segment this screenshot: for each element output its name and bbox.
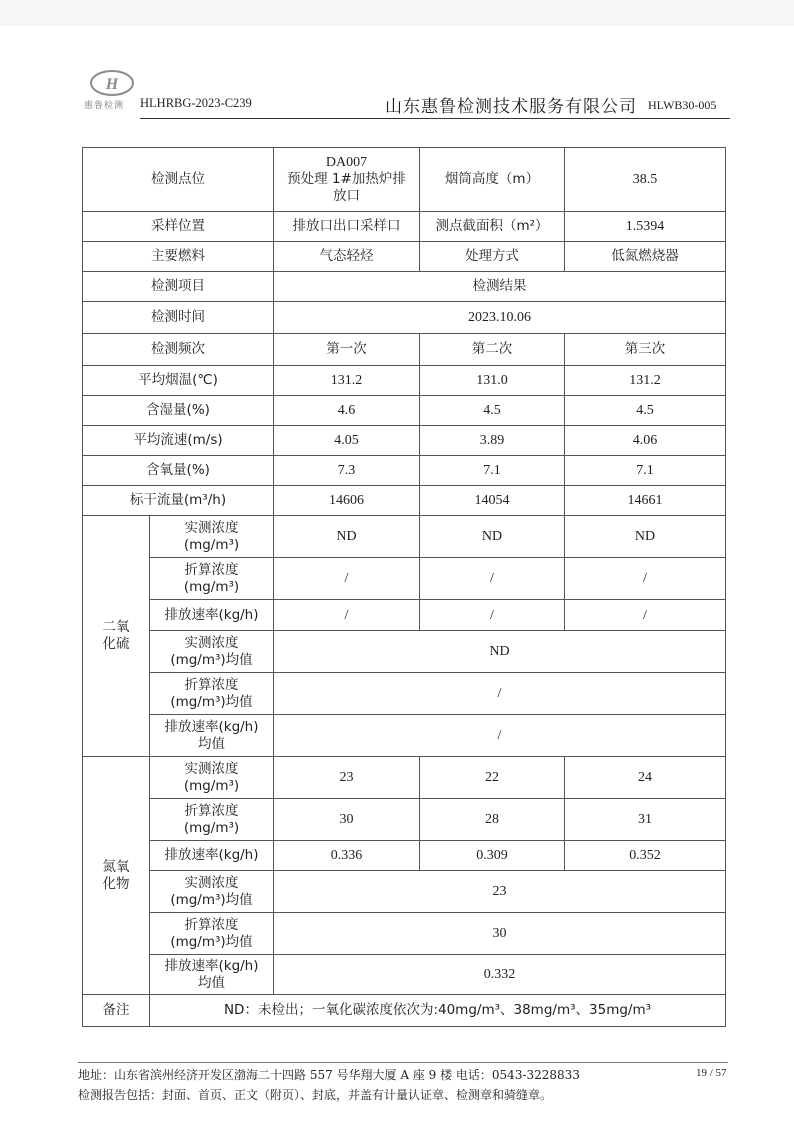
svg-text:H: H <box>105 76 119 93</box>
point-label: 检测点位 <box>83 148 274 212</box>
treatment-value: 低氮燃烧器 <box>565 242 726 272</box>
nox-measured-avg-value: 23 <box>274 871 726 913</box>
table-row <box>83 426 726 456</box>
table-row <box>83 631 726 673</box>
nox-converted-avg-value: 30 <box>274 913 726 955</box>
param-value: 131.2 <box>274 366 420 396</box>
table-row <box>83 302 726 334</box>
remark-text: ND：未检出；一氧化碳浓度依次为:40mg/m³、38mg/m³、35mg/m³ <box>150 995 726 1027</box>
table-row <box>83 757 726 799</box>
table-row <box>83 212 726 242</box>
treatment-label: 处理方式 <box>420 242 565 272</box>
nox-rate-avg-value: 0.332 <box>274 955 726 995</box>
table-row <box>83 799 726 841</box>
so2-converted-avg-value: / <box>274 673 726 715</box>
so2-rate-value: / <box>420 600 565 631</box>
so2-rate-avg-value: / <box>274 715 726 757</box>
sampling-position-label: 采样位置 <box>83 212 274 242</box>
table-row <box>83 486 726 516</box>
logo-text: 惠鲁检测 <box>84 101 125 111</box>
stack-height-value: 38.5 <box>565 148 726 212</box>
company-logo-icon <box>88 68 136 102</box>
table-row <box>83 841 726 871</box>
param-value: 131.0 <box>420 366 565 396</box>
frequency-label: 检测频次 <box>83 334 274 366</box>
so2-rate-value: / <box>565 600 726 631</box>
table-row <box>83 715 726 757</box>
nox-rate-value: 0.352 <box>565 841 726 871</box>
param-value: 7.1 <box>565 456 726 486</box>
page-number: 19 / 57 <box>696 1067 727 1079</box>
table-row <box>83 955 726 995</box>
nox-measured-value: 24 <box>565 757 726 799</box>
so2-converted-label: 折算浓度 (mg/m³) <box>150 558 274 600</box>
nox-group-label: 氮氧 化物 <box>83 757 150 995</box>
so2-measured-value: ND <box>565 516 726 558</box>
param-label: 含氧量(%) <box>83 456 274 486</box>
footer-rule <box>78 1062 728 1063</box>
remark-label: 备注 <box>83 995 150 1027</box>
nox-measured-avg-label: 实测浓度 (mg/m³)均值 <box>150 871 274 913</box>
nox-converted-value: 30 <box>274 799 420 841</box>
table-row <box>83 913 726 955</box>
param-value: 4.06 <box>565 426 726 456</box>
param-label: 平均烟温(℃) <box>83 366 274 396</box>
param-value: 4.05 <box>274 426 420 456</box>
frequency-2: 第二次 <box>420 334 565 366</box>
param-label: 标干流量(m³/h) <box>83 486 274 516</box>
nox-rate-label: 排放速率(kg/h) <box>150 841 274 871</box>
form-code: HLWB30-005 <box>648 98 717 112</box>
area-label: 测点截面积（m²） <box>420 212 565 242</box>
so2-converted-value: / <box>274 558 420 600</box>
table-row <box>83 456 726 486</box>
so2-measured-avg-value: ND <box>274 631 726 673</box>
so2-measured-label: 实测浓度 (mg/m³) <box>150 516 274 558</box>
so2-converted-value: / <box>420 558 565 600</box>
table-row <box>83 148 726 212</box>
param-value: 14606 <box>274 486 420 516</box>
fuel-value: 气态轻烃 <box>274 242 420 272</box>
page-header <box>80 66 730 120</box>
so2-converted-avg-label: 折算浓度 (mg/m³)均值 <box>150 673 274 715</box>
sampling-position-value: 排放口出口采样口 <box>274 212 420 242</box>
table-row <box>83 558 726 600</box>
param-value: 4.6 <box>274 396 420 426</box>
table-row <box>83 995 726 1027</box>
table-row <box>83 272 726 302</box>
nox-converted-value: 28 <box>420 799 565 841</box>
report-code: HLHRBG-2023-C239 <box>140 96 252 110</box>
param-value: 7.3 <box>274 456 420 486</box>
param-label: 平均流速(m/s) <box>83 426 274 456</box>
scan-top-band <box>0 0 794 26</box>
table-row <box>83 871 726 913</box>
so2-rate-label: 排放速率(kg/h) <box>150 600 274 631</box>
nox-rate-value: 0.336 <box>274 841 420 871</box>
area-value: 1.5394 <box>565 212 726 242</box>
param-value: 4.5 <box>420 396 565 426</box>
param-value: 14661 <box>565 486 726 516</box>
stack-height-label: 烟筒高度（m） <box>420 148 565 212</box>
table-row <box>83 366 726 396</box>
header-rule <box>140 118 730 119</box>
company-name: 山东惠鲁检测技术服务有限公司 <box>385 97 637 117</box>
nox-measured-value: 23 <box>274 757 420 799</box>
nox-rate-avg-label: 排放速率(kg/h) 均值 <box>150 955 274 995</box>
table-row <box>83 396 726 426</box>
table-row <box>83 600 726 631</box>
footer-includes: 检测报告包括：封面、首页、正文（附页）、封底，并盖有计量认证章、检测章和骑缝章。 <box>78 1088 553 1102</box>
so2-rate-value: / <box>274 600 420 631</box>
frequency-3: 第三次 <box>565 334 726 366</box>
test-report-table <box>82 147 726 1027</box>
point-value: DA007 预处理 1#加热炉排 放口 <box>274 148 420 212</box>
param-value: 4.5 <box>565 396 726 426</box>
nox-converted-label: 折算浓度 (mg/m³) <box>150 799 274 841</box>
param-value: 7.1 <box>420 456 565 486</box>
so2-group-label: 二氧 化硫 <box>83 516 150 757</box>
param-label: 含湿量(%) <box>83 396 274 426</box>
time-value: 2023.10.06 <box>274 302 726 334</box>
nox-measured-value: 22 <box>420 757 565 799</box>
nox-rate-value: 0.309 <box>420 841 565 871</box>
param-value: 14054 <box>420 486 565 516</box>
table-row <box>83 673 726 715</box>
result-label: 检测结果 <box>274 272 726 302</box>
so2-measured-value: ND <box>274 516 420 558</box>
table-row <box>83 516 726 558</box>
frequency-1: 第一次 <box>274 334 420 366</box>
so2-measured-avg-label: 实测浓度 (mg/m³)均值 <box>150 631 274 673</box>
item-label: 检测项目 <box>83 272 274 302</box>
nox-converted-avg-label: 折算浓度 (mg/m³)均值 <box>150 913 274 955</box>
nox-converted-value: 31 <box>565 799 726 841</box>
so2-rate-avg-label: 排放速率(kg/h) 均值 <box>150 715 274 757</box>
param-value: 3.89 <box>420 426 565 456</box>
so2-converted-value: / <box>565 558 726 600</box>
nox-measured-label: 实测浓度 (mg/m³) <box>150 757 274 799</box>
table-row <box>83 334 726 366</box>
param-value: 131.2 <box>565 366 726 396</box>
fuel-label: 主要燃料 <box>83 242 274 272</box>
time-label: 检测时间 <box>83 302 274 334</box>
so2-measured-value: ND <box>420 516 565 558</box>
table-row <box>83 242 726 272</box>
footer-address: 地址：山东省滨州经济开发区渤海二十四路 557 号华翔大厦 A 座 9 楼 电话：0543-3228833 <box>78 1068 580 1082</box>
